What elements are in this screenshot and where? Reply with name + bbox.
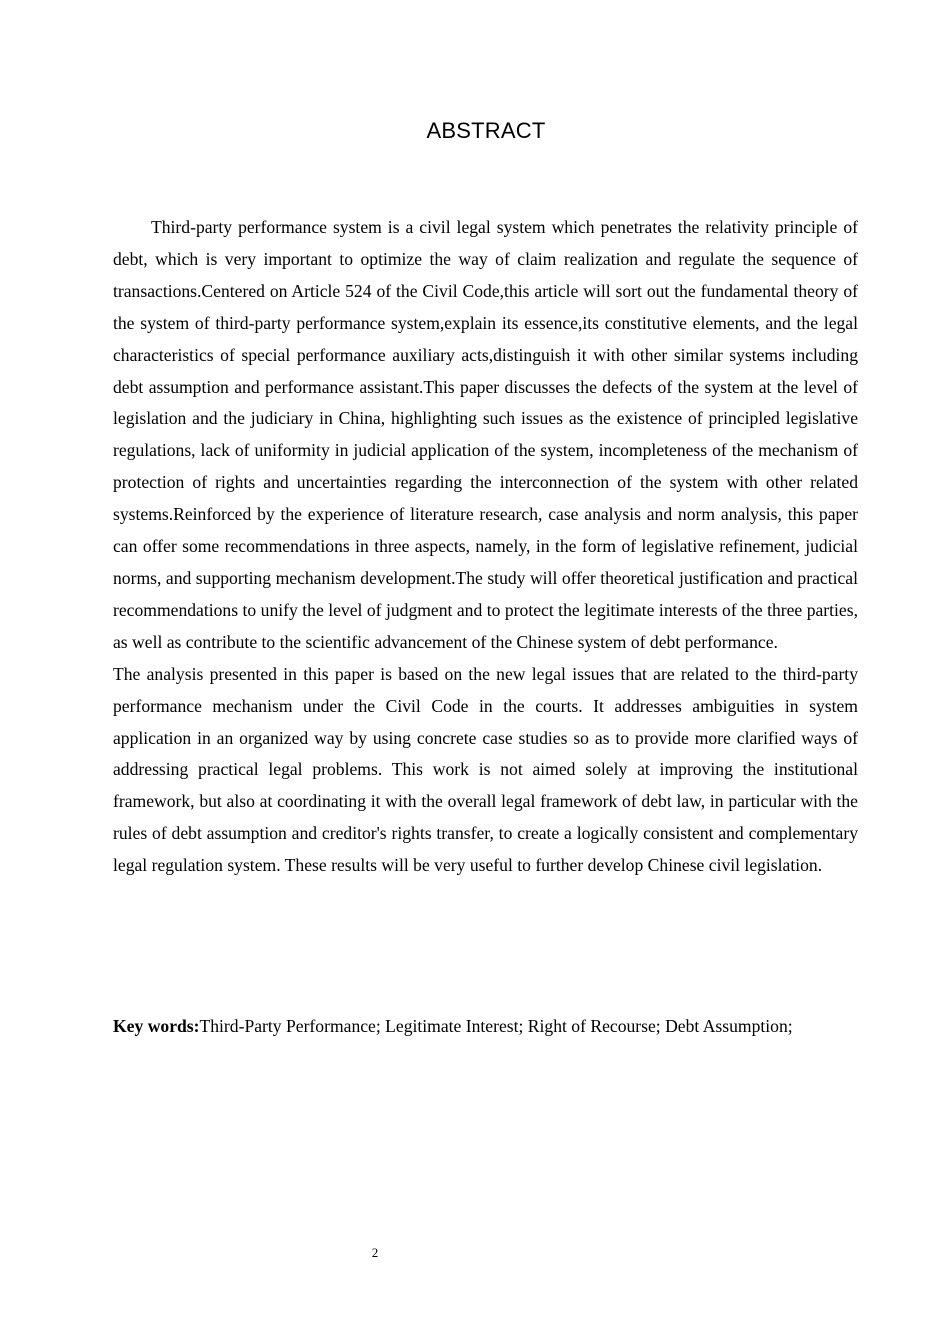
keywords-line (113, 1011, 873, 1043)
keywords-label: Key words: (113, 1016, 200, 1036)
abstract-paragraph-1: Third-party performance system is a civil legal system which penetrates the relativity principle of debt, which is very important to optimize the way of claim realization and regulate the sequence of transactions.Centered on Article 524 of the Civil Code,this article will sort out the fundamental theory of the system of third-party performance system,explain its essence,its constitutive elements, and the legal characteristics of special performance auxiliary acts,distinguish it with other similar systems including debt assumption and performance assistant.This paper discusses the defects of the system at the level of legislation and the judiciary in China, highlighting such issues as the existence of principled legislative regulations, lack of uniformity in judicial application of the system, incompleteness of the mechanism of protection of rights and uncertainties regarding the interconnection of the system with other related systems.Reinforced by the experience of literature research, case analysis and norm analysis, this paper can offer some recommendations in three aspects, namely, in the form of legislative refinement, judicial norms, and supporting mechanism development.The study will offer theoretical justification and practical recommendations to unify the level of judgment and to protect the legitimate interests of the three parties, as well as contribute to the scientific advancement of the Chinese system of debt performance. (113, 217, 858, 652)
page-number: 2 (371, 1245, 379, 1260)
abstract-paragraph-2: The analysis presented in this paper is based on the new legal issues that are related to the third-party performance mechanism under the Civil Code in the courts. It addresses ambiguities in system application in an organized way by using concrete case studies so as to provide more clarified ways of addressing practical legal problems. This work is not aimed solely at improving the institutional framework, but also at coordinating it with the overall legal framework of debt law, in particular with the rules of debt assumption and creditor's rights transfer, to create a logically consistent and complementary legal regulation system. These results will be very useful to further develop Chinese civil legislation. (113, 663, 858, 876)
abstract-heading: ABSTRACT (426, 118, 546, 143)
abstract-body (113, 212, 858, 882)
keywords-list: Third-Party Performance; Legitimate Interest; Right of Recourse; Debt Assumption; (199, 1016, 793, 1036)
